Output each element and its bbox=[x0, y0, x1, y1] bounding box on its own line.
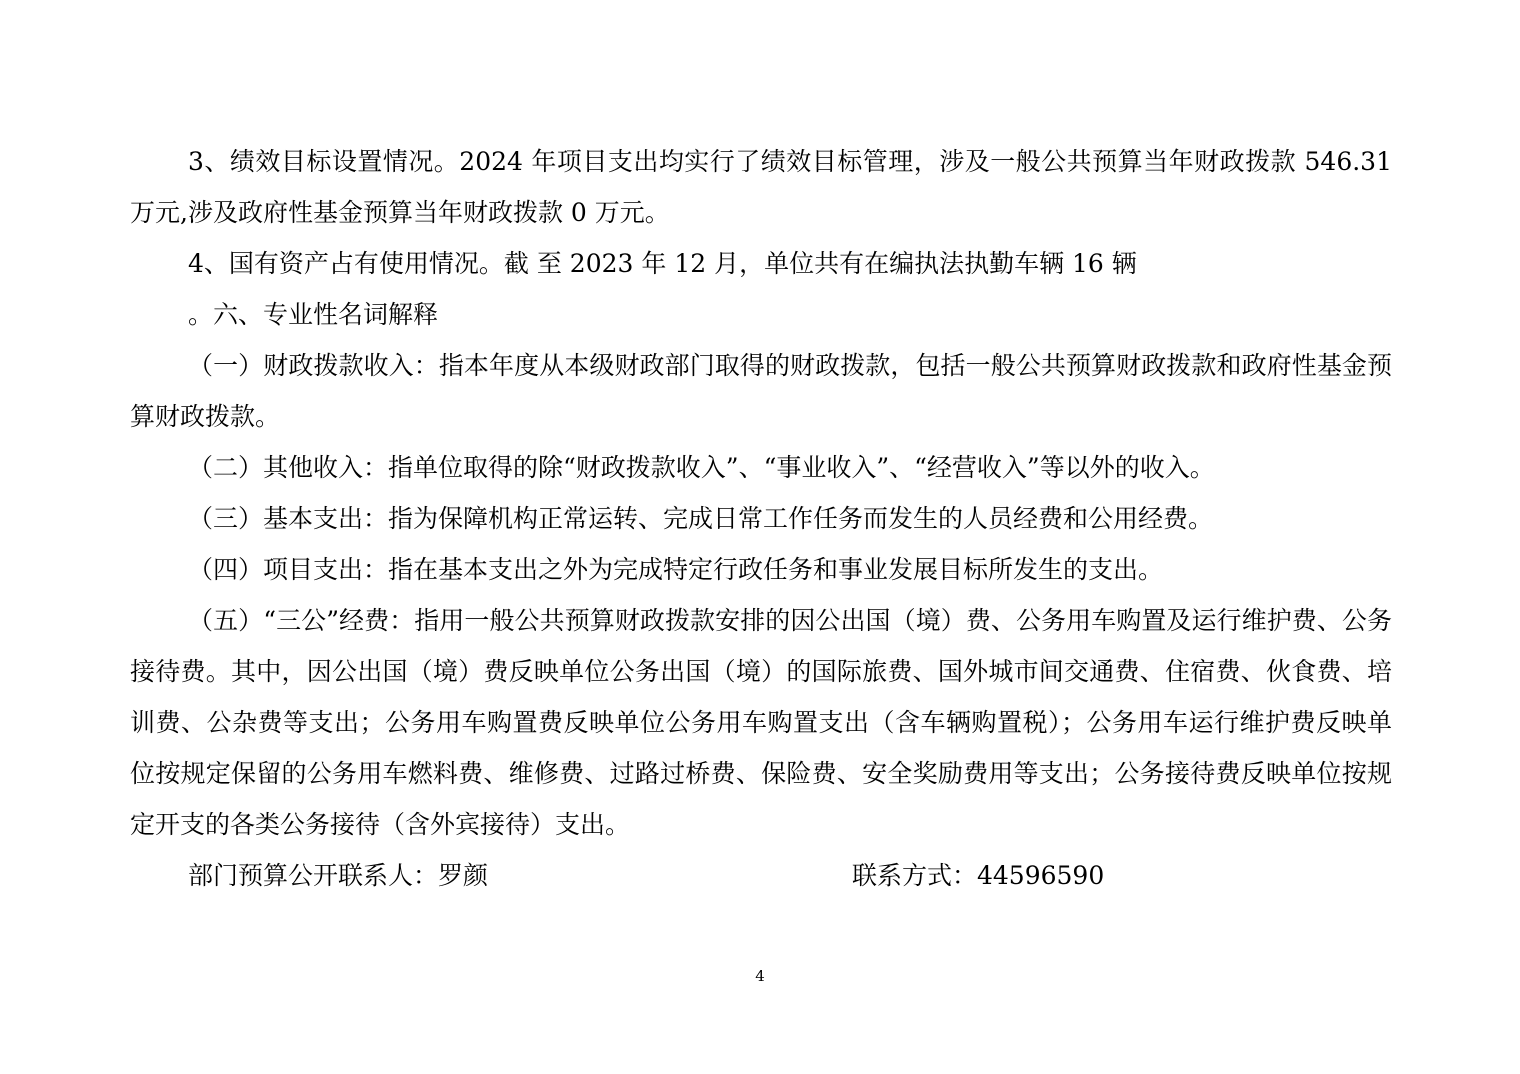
definition-three-public-expenses: （五）“三公”经费：指用一般公共预算财政拨款安排的因公出国（境）费、公务用车购置及运行维护费、公务接待费。其中，因公出国（境）费反映单位公务出国（境）的国际旅费、国外城市间交通费、住宿费、伙食费、培训费、公杂费等支出；公务用车购置费反映单位公务用车购置支出（含车辆购置税）；公务用车运行维护费反映单位按规定保留的公务用车燃料费、维修费、过路过桥费、保险费、安全奖励费用等支出；公务接待费反映单位按规定开支的各类公务接待（含外宾接待）支出。 bbox=[130, 606, 1392, 839]
state-assets-paragraph: 4、国有资产占有使用情况。截 至 2023 年 12 月，单位共有在编执法执勤车辆 16 辆 bbox=[188, 249, 1137, 278]
contact-person: 部门预算公开联系人：罗颜 bbox=[188, 861, 489, 890]
definition-basic-expenditure: （三）基本支出：指为保障机构正常运转、完成日常工作任务而发生的人员经费和公用经费。 bbox=[188, 504, 1214, 533]
section-six-heading: 。六、专业性名词解释 bbox=[188, 300, 439, 329]
definition-other-income: （二）其他收入：指单位取得的除“财政拨款收入”、“事业收入”、“经营收入”等以外的收入。 bbox=[188, 453, 1215, 482]
contact-phone: 联系方式：44596590 bbox=[852, 861, 1105, 890]
contact-line bbox=[130, 850, 1392, 901]
document-body bbox=[130, 136, 1392, 901]
page-number: 4 bbox=[755, 967, 765, 985]
performance-target-paragraph: 3、绩效目标设置情况。2024 年项目支出均实行了绩效目标管理，涉及一般公共预算当年财政拨款 546.31 万元,涉及政府性基金预算当年财政拨款 0 万元。 bbox=[130, 147, 1392, 227]
definition-fiscal-appropriation-income: （一）财政拨款收入：指本年度从本级财政部门取得的财政拨款，包括一般公共预算财政拨款和政府性基金预算财政拨款。 bbox=[130, 351, 1392, 431]
definition-project-expenditure: （四）项目支出：指在基本支出之外为完成特定行政任务和事业发展目标所发生的支出。 bbox=[188, 555, 1164, 584]
